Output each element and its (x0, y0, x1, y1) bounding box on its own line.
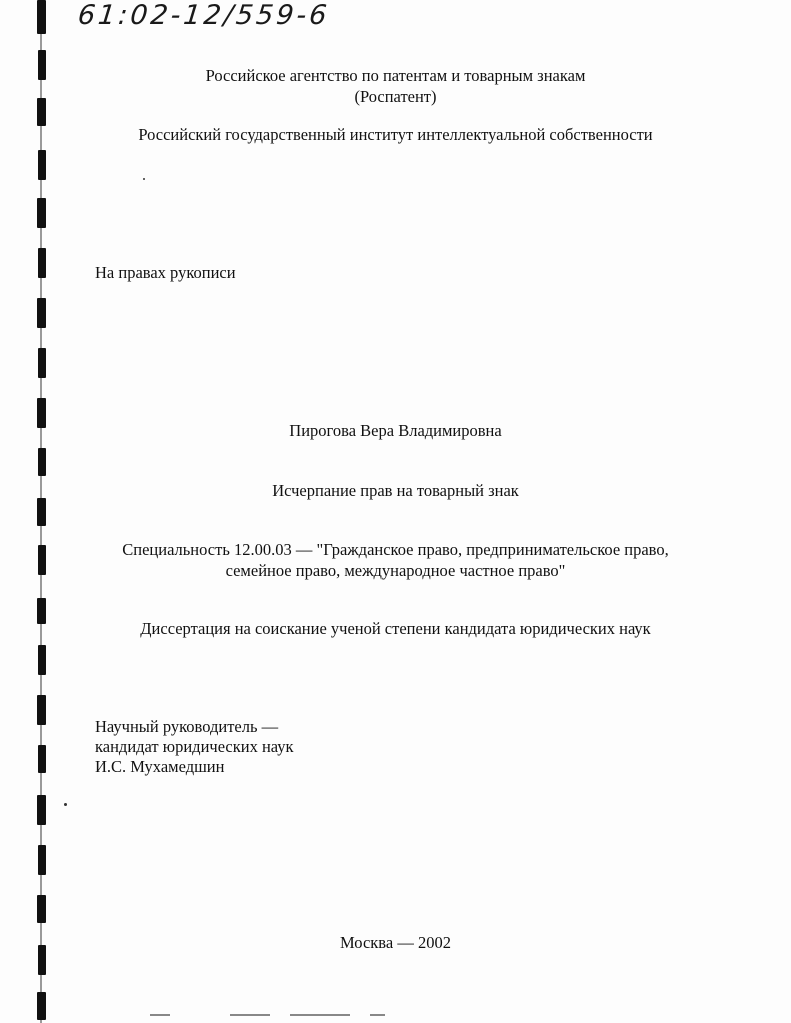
scan-noise (150, 1014, 170, 1016)
binding-mark (38, 150, 46, 180)
binding-mark (38, 448, 46, 476)
archive-number: 61:02-12/559-6 (76, 0, 332, 31)
city-year: Москва — 2002 (340, 933, 451, 952)
agency-name: Российское агентство по патентам и товарным знакам (205, 66, 586, 85)
scan-speck (64, 803, 67, 806)
manuscript-note: На правах рукописи (95, 263, 236, 282)
scan-noise (370, 1014, 385, 1016)
binding-mark (37, 0, 46, 34)
degree-statement: Диссертация на соискание ученой степени кандидата юридических наук (140, 619, 651, 638)
binding-mark (38, 845, 46, 875)
binding-mark (37, 992, 46, 1020)
author-name: Пирогова Вера Владимировна (289, 421, 502, 440)
agency-short-name: (Роспатент) (354, 87, 437, 106)
binding-mark (38, 248, 46, 278)
scan-noise (290, 1014, 350, 1016)
binding-mark (37, 695, 46, 725)
institute-name: Российский государственный институт интеллектуальной собственности (138, 125, 653, 144)
binding-mark (38, 745, 46, 773)
dissertation-title: Исчерпание прав на товарный знак (272, 481, 519, 500)
supervisor-degree: кандидат юридических наук (95, 737, 294, 756)
binding-mark (37, 498, 46, 526)
binding-mark (37, 795, 46, 825)
supervisor-name: И.С. Мухамедшин (95, 757, 225, 776)
scan-noise (230, 1014, 270, 1016)
binding-mark (38, 645, 46, 675)
supervisor-role: Научный руководитель — (95, 717, 279, 736)
specialty-line-2: семейное право, международное частное право" (225, 561, 566, 580)
scan-speck (143, 178, 145, 180)
binding-mark (38, 348, 46, 378)
binding-strip (30, 0, 54, 1023)
binding-mark (37, 298, 46, 328)
specialty-line-1: Специальность 12.00.03 — "Гражданское право, предпринимательское право, (122, 540, 669, 559)
binding-mark (37, 895, 46, 923)
binding-mark (37, 198, 46, 228)
